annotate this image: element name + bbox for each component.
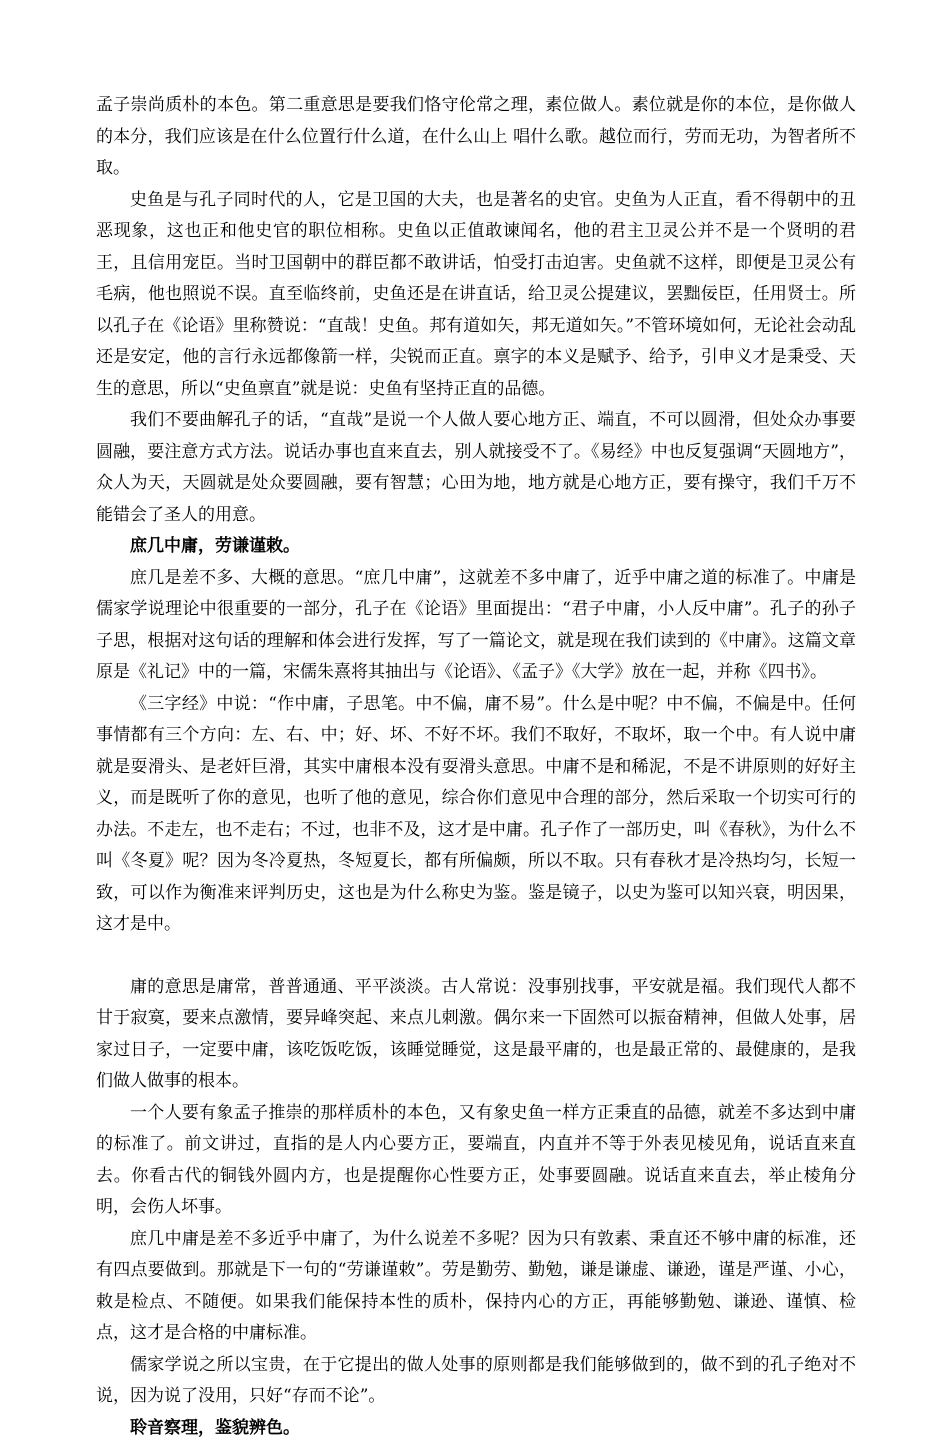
paragraph-laoqian: 庶几中庸是差不多近乎中庸了，为什么说差不多呢？因为只有敦素、秉直还不够中庸的标准，还有四点要做到。那就是下一句的“劳谦谨敕”。劳是勤劳、勤勉，谦是谦虚、谦逊，谨是严谨、小心，敕是检点、不随便。如果我们能保持本性的质朴，保持内心的方正，再能够勤勉、谦逊、谨慎、检点，这才是合格的中庸标准。 [96,1224,856,1350]
paragraph-sanzijing: 《三字经》中说：“作中庸，子思笔。中不偏，庸不易”。什么是中呢？中不偏，不偏是中。任何事情都有三个方向：左、右、中；好、坏、不好不坏。我们不取好，不取坏，取一个中。有人说中庸就是耍滑头、是老奸巨滑，其实中庸根本没有耍滑头意思。中庸不是和稀泥，不是不讲原则的好好主义，而是既听了你的意见，也听了他的意见，综合你们意见中合理的部分，然后采取一个切实可行的办法。不走左，也不走右；不过，也非不及，这才是中庸。孔子作了一部历史，叫《春秋》，为什么不叫《冬夏》呢？因为冬冷夏热，冬短夏长，都有所偏颇，所以不取。只有春秋才是冷热均匀，长短一致，可以作为衡准来评判历史，这也是为什么称史为鉴。鉴是镜子，以史为鉴可以知兴衰，明因果，这才是中。 [96,689,856,941]
paragraph-mengzi: 孟子崇尚质朴的本色。第二重意思是要我们恪守伦常之理，素位做人。素位就是你的本位，是你做人的本分，我们应该是在什么位置行什么道，在什么山上 唱什么歌。越位而行，劳而无功，为智者所不取。 [96,90,856,185]
paragraph-yong: 庸的意思是庸常，普普通通、平平淡淡。古人常说：没事别找事，平安就是福。我们现代人都不甘于寂寞，要来点激情，要异峰突起、来点儿刺激。偶尔来一下固然可以振奋精神，但做人处事，居家过日子，一定要中庸，该吃饭吃饭，该睡觉睡觉，这是最平庸的，也是最正常的、最健康的，是我们做人做事的根本。 [96,972,856,1098]
document-page [96,90,856,1444]
paragraph-rujia: 儒家学说之所以宝贵，在于它提出的做人处事的原则都是我们能够做到的，做不到的孔子绝对不说，因为说了没用，只好“存而不论”。 [96,1350,856,1413]
section-heading-lingyin-chali: 聆音察理，鉴貌辨色。 [96,1413,856,1444]
paragraph-shuji: 庶几是差不多、大概的意思。“庶几中庸”，这就差不多中庸了，近乎中庸之道的标准了。中庸是儒家学说理论中很重要的一部分，孔子在《论语》里面提出：“君子中庸，小人反中庸”。孔子的孙子子思，根据对这句话的理解和体会进行发挥，写了一篇论文，就是现在我们读到的《中庸》。这篇文章原是《礼记》中的一篇，宋儒朱熹将其抽出与《论语》、《孟子》《大学》放在一起，并称《四书》。 [96,563,856,689]
paragraph-zhizai: 我们不要曲解孔子的话，“直哉”是说一个人做人要心地方正、端直，不可以圆滑，但处众办事要圆融，要注意方式方法。说话办事也直来直去，别人就接受不了。《易经》中也反复强调“天圆地方”，众人为天，天圆就是处众要圆融，要有智慧；心田为地，地方就是心地方正，要有操守，我们千万不能错会了圣人的用意。 [96,405,856,531]
paragraph-gap [96,941,856,972]
paragraph-zhipu: 一个人要有象孟子推崇的那样质朴的本色，又有象史鱼一样方正秉直的品德，就差不多达到中庸的标准了。前文讲过，直指的是人内心要方正，要端直，内直并不等于外表见棱见角，说话直来直去。你看古代的铜钱外圆内方，也是提醒你心性要方正，处事要圆融。说话直来直去，举止棱角分明，会伤人坏事。 [96,1098,856,1224]
section-heading-shuji-zhongyong: 庶几中庸，劳谦谨敕。 [96,531,856,563]
paragraph-shiyu: 史鱼是与孔子同时代的人，它是卫国的大夫，也是著名的史官。史鱼为人正直，看不得朝中的丑恶现象，这也正和他史官的职位相称。史鱼以正值敢谏闻名，他的君主卫灵公并不是一个贤明的君王，且信用宠臣。当时卫国朝中的群臣都不敢讲话，怕受打击迫害。史鱼就不这样，即便是卫灵公有毛病，他也照说不误。直至临终前，史鱼还是在讲直话，给卫灵公提建议，罢黜佞臣，任用贤士。所以孔子在《论语》里称赞说：“直哉！史鱼。邦有道如矢，邦无道如矢。”不管环境如何，无论社会动乱还是安定，他的言行永远都像箭一样，尖锐而正直。禀字的本义是赋予、给予，引申义才是秉受、天生的意思，所以“史鱼禀直”就是说：史鱼有坚持正直的品德。 [96,185,856,406]
